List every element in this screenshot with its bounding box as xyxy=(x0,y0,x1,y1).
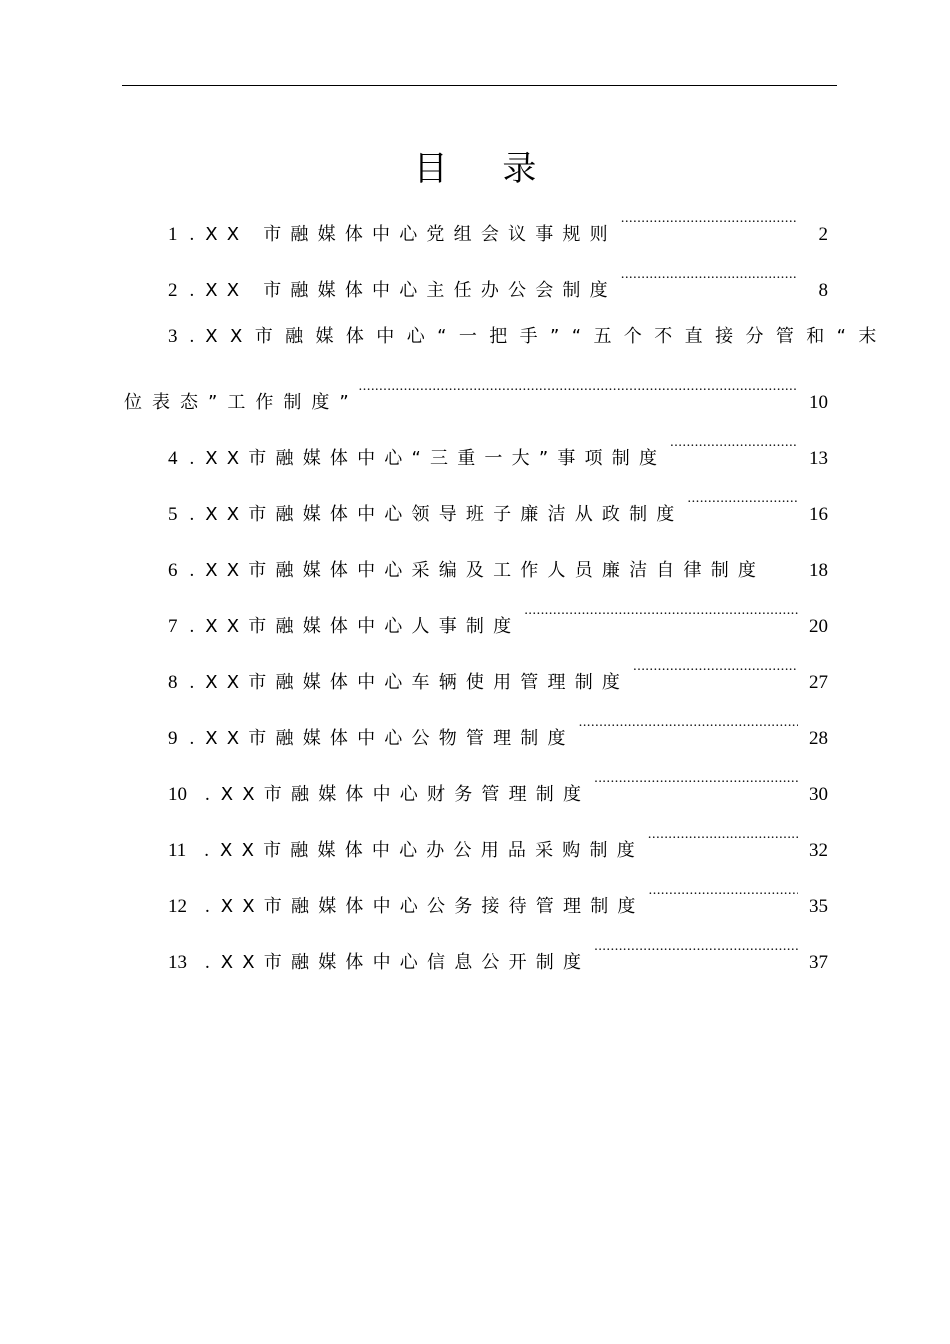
entry-page-number: 2 xyxy=(818,224,828,245)
entry-separator: . xyxy=(205,952,210,973)
entry-separator: . xyxy=(189,616,195,637)
entry-page-number: 28 xyxy=(809,728,828,749)
dot-leader xyxy=(524,602,798,632)
entry-page-number: 37 xyxy=(809,952,828,973)
entry-number: 12 xyxy=(168,896,187,917)
entry-page-number: 30 xyxy=(809,784,828,805)
dot-leader xyxy=(688,490,798,520)
entry-title: XX市融媒体中心公物管理制度 xyxy=(205,728,575,749)
dot-leader xyxy=(621,266,798,296)
entry-number: 3 xyxy=(168,326,178,347)
dot-leader xyxy=(670,434,798,464)
entry-title-line-2: 位表态”工作制度” xyxy=(124,392,359,413)
entry-separator: . xyxy=(189,280,195,301)
entry-page-number: 27 xyxy=(809,672,828,693)
toc-entry-8[interactable] xyxy=(168,658,828,693)
entry-title-line-1: XX市融媒体中心“一把手”“五个不直接分管和“末 xyxy=(205,326,889,347)
entry-number: 2 xyxy=(168,280,178,301)
entry-page-number: 16 xyxy=(809,504,828,525)
entry-page-number: 8 xyxy=(818,280,828,301)
dot-leader xyxy=(649,882,798,912)
entry-number: 8 xyxy=(168,672,178,693)
entry-title: XX市融媒体中心“三重一大”事项制度 xyxy=(205,448,667,469)
entry-title: XX 市融媒体中心党组会议事规则 xyxy=(205,224,617,245)
entry-separator: . xyxy=(189,560,195,581)
entry-page-number: 20 xyxy=(809,616,828,637)
entry-separator: . xyxy=(205,896,210,917)
toc-entry-3-line-1[interactable] xyxy=(168,322,889,352)
dot-leader xyxy=(633,658,798,688)
dot-leader xyxy=(579,714,798,744)
entry-separator: . xyxy=(189,326,195,347)
toc-entry-9[interactable] xyxy=(168,714,828,749)
entry-number: 13 xyxy=(168,952,187,973)
entry-separator: . xyxy=(189,224,195,245)
entry-number: 7 xyxy=(168,616,178,637)
entry-page-number: 35 xyxy=(809,896,828,917)
toc-entry-2[interactable] xyxy=(168,266,828,301)
header-rule xyxy=(122,85,837,86)
entry-title: XX市融媒体中心采编及工作人员廉洁自律制度 xyxy=(205,560,766,581)
entry-separator: . xyxy=(204,840,210,861)
toc-entry-11[interactable] xyxy=(168,826,828,861)
entry-title: XX市融媒体中心信息公开制度 xyxy=(220,952,591,973)
toc-title: 目 录 xyxy=(413,149,559,189)
entry-number: 5 xyxy=(168,504,178,525)
dot-leader xyxy=(594,938,798,968)
entry-title: XX 市融媒体中心主任办公会制度 xyxy=(205,280,617,301)
entry-number: 4 xyxy=(168,448,178,469)
toc-entry-1[interactable] xyxy=(168,210,828,245)
entry-separator: . xyxy=(205,784,210,805)
entry-title: XX市融媒体中心人事制度 xyxy=(205,616,521,637)
entry-title: XX市融媒体中心公务接待管理制度 xyxy=(220,896,645,917)
dot-leader xyxy=(359,378,798,408)
toc-entry-7[interactable] xyxy=(168,602,828,637)
entry-separator: . xyxy=(189,448,195,469)
entry-number: 9 xyxy=(168,728,178,749)
toc-entry-10[interactable] xyxy=(168,770,828,805)
entry-number: 11 xyxy=(168,840,187,861)
dot-leader xyxy=(621,210,798,240)
toc-entry-13[interactable] xyxy=(168,938,828,973)
toc-entry-12[interactable] xyxy=(168,882,828,917)
entry-number: 6 xyxy=(168,560,178,581)
toc-entry-3-line-2[interactable] xyxy=(124,378,828,413)
entry-separator: . xyxy=(189,728,195,749)
dot-leader xyxy=(648,826,798,856)
entry-separator: . xyxy=(189,504,195,525)
dot-leader xyxy=(769,546,798,576)
toc-entry-4[interactable] xyxy=(168,434,828,469)
entry-title: XX市融媒体中心财务管理制度 xyxy=(220,784,591,805)
entry-page-number: 18 xyxy=(809,560,828,581)
entry-title: XX市融媒体中心领导班子廉洁从政制度 xyxy=(205,504,684,525)
entry-page-number: 13 xyxy=(809,448,828,469)
entry-page-number: 32 xyxy=(809,840,828,861)
entry-number: 10 xyxy=(168,784,187,805)
dot-leader xyxy=(594,770,798,800)
toc-entry-6[interactable] xyxy=(168,546,828,581)
entry-separator: . xyxy=(189,672,195,693)
entry-number: 1 xyxy=(168,224,178,245)
toc-entry-5[interactable] xyxy=(168,490,828,525)
entry-title: XX市融媒体中心办公用品采购制度 xyxy=(220,840,644,861)
entry-title: XX市融媒体中心车辆使用管理制度 xyxy=(205,672,630,693)
entry-page-number: 10 xyxy=(809,392,828,413)
